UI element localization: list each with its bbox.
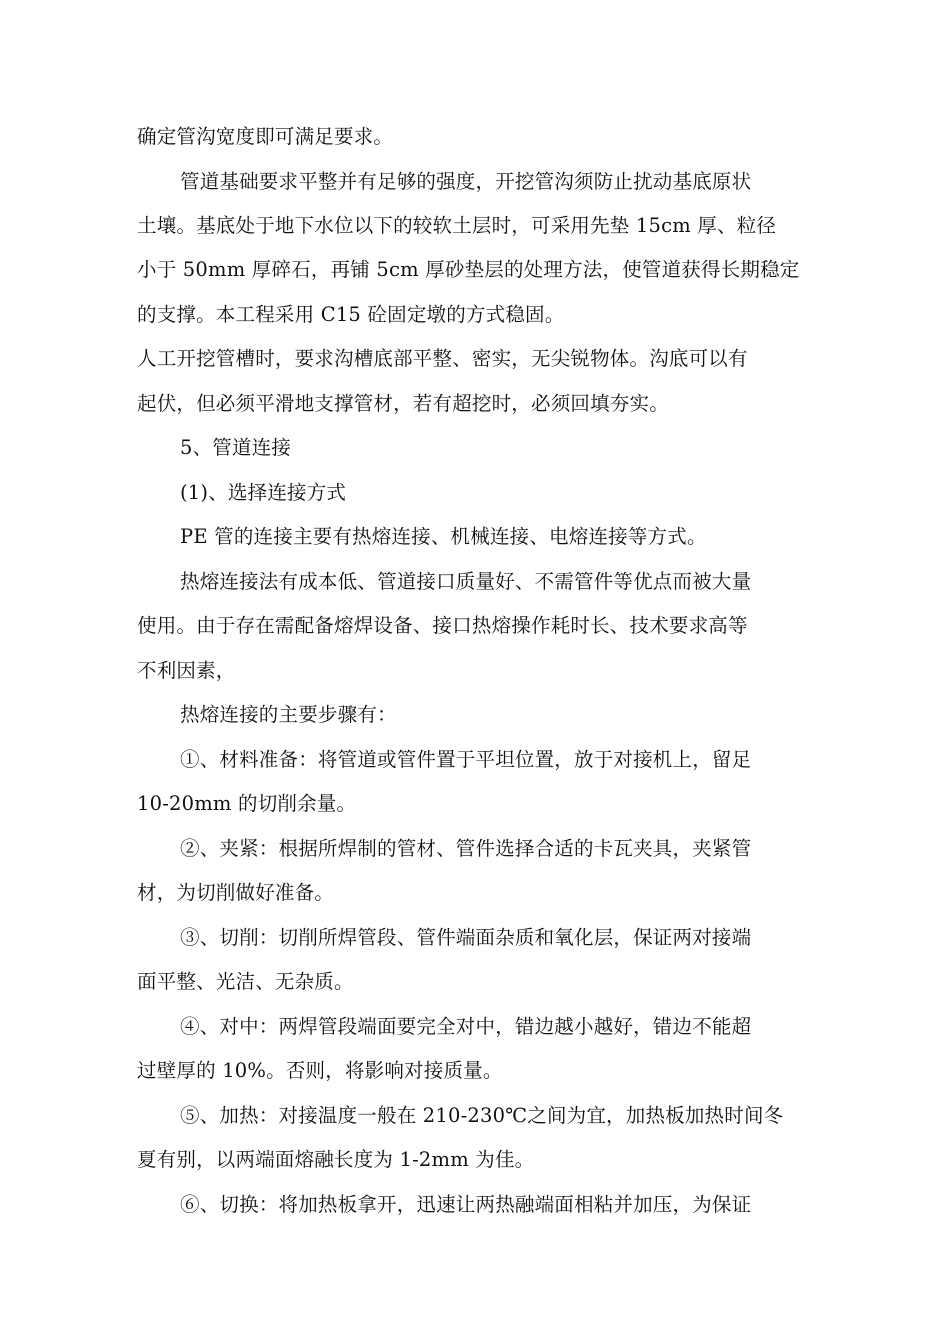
text-line: 的支撑。本工程采用 C15 砼固定墩的方式稳固。 — [137, 303, 565, 326]
section-heading: 5、管道连接 — [180, 436, 292, 459]
text-line: 热熔连接法有成本低、管道接口质量好、不需管件等优点而被大量 — [180, 570, 752, 593]
step-line: ①、材料准备：将管道或管件置于平坦位置，放于对接机上，留足 — [180, 748, 752, 771]
text-line: 不利因素， — [137, 659, 236, 682]
text-line: 材，为切削做好准备。 — [137, 881, 335, 904]
text-line: 管道基础要求平整并有足够的强度，开挖管沟须防止扰动基底原状 — [180, 170, 752, 193]
text-line: 夏有别，以两端面熔融长度为 1-2mm 为佳。 — [137, 1148, 535, 1171]
text-line: 确定管沟宽度即可满足要求。 — [137, 125, 394, 148]
step-line: ⑤、加热：对接温度一般在 210-230℃之间为宜，加热板加热时间冬 — [180, 1104, 784, 1127]
text-line: 小于 50mm 厚碎石，再铺 5cm 厚砂垫层的处理方法，使管道获得长期稳定 — [137, 258, 800, 281]
text-line: 使用。由于存在需配备熔焊设备、接口热熔操作耗时长、技术要求高等 — [137, 614, 748, 637]
subsection-heading: (1)、选择连接方式 — [180, 481, 347, 504]
text-line: 人工开挖管槽时，要求沟槽底部平整、密实，无尖锐物体。沟底可以有 — [137, 347, 748, 370]
text-line: 起伏，但必须平滑地支撑管材，若有超挖时，必须回填夯实。 — [137, 392, 669, 415]
step-line: ⑥、切换：将加热板拿开，迅速让两热融端面相粘并加压，为保证 — [180, 1193, 752, 1216]
step-line: ②、夹紧：根据所焊制的管材、管件选择合适的卡瓦夹具，夹紧管 — [180, 837, 752, 860]
text-line: 土壤。基底处于地下水位以下的较软土层时，可采用先垫 15cm 厚、粒径 — [137, 214, 777, 237]
text-line: PE 管的连接主要有热熔连接、机械连接、电熔连接等方式。 — [180, 525, 707, 548]
text-line: 10-20mm 的切削余量。 — [137, 792, 357, 815]
step-line: ④、对中：两焊管段端面要完全对中，错边越小越好，错边不能超 — [180, 1015, 752, 1038]
step-line: ③、切削：切削所焊管段、管件端面杂质和氧化层，保证两对接端 — [180, 926, 752, 949]
text-line: 热熔连接的主要步骤有： — [180, 703, 397, 726]
text-line: 面平整、光洁、无杂质。 — [137, 970, 354, 993]
text-line: 过壁厚的 10%。否则，将影响对接质量。 — [137, 1059, 503, 1082]
